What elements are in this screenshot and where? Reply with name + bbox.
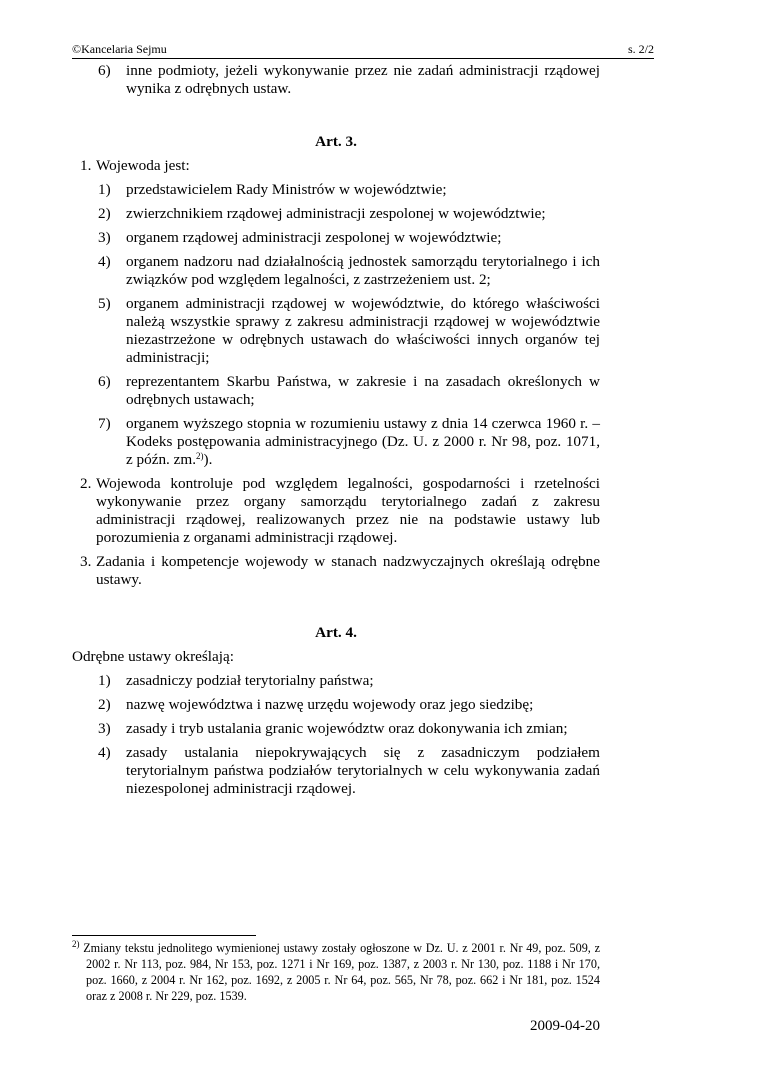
item-number: 5) <box>98 295 111 312</box>
item-text: inne podmioty, jeżeli wykonywanie przez nie zadań administracji rządowej wynika z odrębnych ustaw. <box>126 62 600 97</box>
item-text: zwierzchnikiem rządowej administracji zespolonej w województwie; <box>126 205 546 222</box>
list-item <box>72 205 600 223</box>
paragraph-text: Zadania i kompetencje wojewody w stanach nadzwyczajnych określają odrębne ustawy. <box>96 553 600 588</box>
item-text: organem rządowej administracji zespolonej w województwie; <box>126 229 502 246</box>
footnote-text: Zmiany tekstu jednolitego wymienionej ustawy zostały ogłoszone w Dz. U. z 2001 r. Nr 49, poz. 509, z 2002 r. Nr 113, poz. 984, Nr 153, poz. 1271 i Nr 169, poz. 1387, z 2003 r. Nr 130, poz. 1188 i Nr 170, poz. 1660, z 2004 r. Nr 162, poz. 1692, z 2005 r. Nr 64, poz. 565, Nr 78, poz. 662 i Nr 181, poz. 1524 oraz z 2008 r. Nr 229, poz. 1539. <box>83 941 600 1003</box>
item-number: 2) <box>98 696 111 713</box>
art3-paragraph-1 <box>72 157 600 175</box>
item-number: 6) <box>98 62 111 79</box>
item-text: zasadniczy podział terytorialny państwa; <box>126 672 374 689</box>
list-item <box>72 229 600 247</box>
paragraph-number: 3. <box>80 553 92 570</box>
item-text: organem nadzoru nad działalnością jednostek samorządu terytorialnego i ich związków pod względem legalności, z zastrzeżeniem ust. 2; <box>126 253 600 288</box>
list-item <box>72 373 600 409</box>
document-body <box>72 62 600 804</box>
item-number: 4) <box>98 253 111 270</box>
item-number: 4) <box>98 744 111 761</box>
item-text: zasady i tryb ustalania granic województw oraz dokonywania ich zmian; <box>126 720 568 737</box>
footer-date: 2009-04-20 <box>530 1018 600 1034</box>
footnote-separator <box>72 935 256 936</box>
list-item <box>72 181 600 199</box>
list-item <box>72 253 600 289</box>
list-item <box>72 295 600 367</box>
article-4-title: Art. 4. <box>315 624 357 641</box>
paragraph-number: 1. <box>80 157 92 174</box>
art4-lead: Odrębne ustawy określają: <box>72 648 234 665</box>
item-text: organem wyższego stopnia w rozumieniu ustawy z dnia 14 czerwca 1960 r. – Kodeks postępowania administracyjnego (Dz. U. z 2000 r. Nr 98, poz. 1071, z późn. zm. <box>126 415 600 468</box>
list-item <box>72 672 600 690</box>
paragraph-text: Wojewoda kontroluje pod względem legalności, gospodarności i rzetelności wykonywanie przez organy samorządu terytorialnego zadań z zakresu administracji rządowej, realizowanych przez nie na podstawie ustawy lub porozumienia z organami administracji rządowej. <box>96 475 600 546</box>
item-text: reprezentantem Skarbu Państwa, w zakresie i na zasadach określonych w odrębnych ustawach; <box>126 373 600 408</box>
list-item <box>72 415 600 469</box>
item-number: 7) <box>98 415 111 432</box>
item-text: zasady ustalania niepokrywających się z zasadniczym podziałem terytorialnym państwa podziałów terytorialnych w celu wykonywania zadań niezespolonej administracji rządowej. <box>126 744 600 797</box>
item-text-end: ). <box>203 451 213 468</box>
item-number: 3) <box>98 720 111 737</box>
item-number: 2) <box>98 205 111 222</box>
item-number: 3) <box>98 229 111 246</box>
item-text: organem administracji rządowej w województwie, do którego właściwości należą wszystkie sprawy z zakresu administracji rządowej w województwie niezastrzeżone w odrębnych ustawach do właściwości innych organów tej administracji; <box>126 295 600 366</box>
header-publisher: ©Kancelaria Sejmu <box>72 42 167 56</box>
item-number: 6) <box>98 373 111 390</box>
list-item <box>72 720 600 738</box>
article-3-title: Art. 3. <box>315 133 357 150</box>
list-item <box>72 744 600 798</box>
item-number: 1) <box>98 181 111 198</box>
footnote-reference[interactable]: 2) <box>196 451 204 461</box>
list-item <box>72 696 600 714</box>
art3-paragraph-3 <box>72 553 600 589</box>
paragraph-number: 2. <box>80 475 92 492</box>
header-page-number: s. 2/2 <box>627 42 654 56</box>
page-header <box>72 40 654 59</box>
list-item <box>72 62 600 98</box>
item-text: przedstawicielem Rady Ministrów w województwie; <box>126 181 447 198</box>
art3-paragraph-2 <box>72 475 600 547</box>
item-number: 1) <box>98 672 111 689</box>
paragraph-lead: Wojewoda jest: <box>96 157 190 174</box>
footnote <box>72 940 600 1004</box>
footnote-marker: 2) <box>72 939 80 949</box>
item-text: nazwę województwa i nazwę urzędu wojewody oraz jego siedzibę; <box>126 696 534 713</box>
